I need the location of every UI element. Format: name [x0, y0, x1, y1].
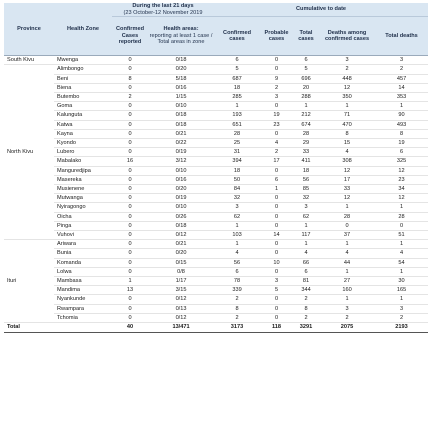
health-zone-cell: Lubero [54, 148, 112, 157]
confirmed-cases-cell: 6 [214, 267, 260, 276]
confirmed-cases-cell: 1 [214, 102, 260, 111]
total-row [4, 323, 428, 333]
probable-cases-cell: 0 [260, 212, 293, 221]
table-row [4, 83, 428, 92]
deaths-confirmed-cell: 8 [319, 129, 375, 138]
deaths-confirmed-cell: 2 [319, 65, 375, 74]
total-cases-cell: 32 [293, 194, 319, 203]
total-deaths-cell: 12 [375, 194, 428, 203]
deaths-confirmed-cell: 1 [319, 203, 375, 212]
confirmed-reported-cell: 0 [112, 166, 148, 175]
table-row [4, 194, 428, 203]
total-cases-cell: 28 [293, 129, 319, 138]
total-cases-cell: 18 [293, 166, 319, 175]
deaths-confirmed-cell: 15 [319, 139, 375, 148]
probable-cases-cell: 5 [260, 286, 293, 295]
health-areas-cell: 0/12 [148, 295, 214, 304]
health-zone-cell: Mambasa [54, 277, 112, 286]
total-deaths-cell: 4 [375, 249, 428, 258]
deaths-confirmed-cell: 160 [319, 286, 375, 295]
total-cases-cell: 20 [293, 83, 319, 92]
health-zone-cell: Kalunguta [54, 111, 112, 120]
table-row [4, 185, 428, 194]
total-deaths-cell: 493 [375, 120, 428, 129]
deaths-confirmed-cell: 2 [319, 313, 375, 322]
total-deaths-cell: 353 [375, 93, 428, 102]
total-cases-cell: 6 [293, 56, 319, 65]
total-cases-cell: 62 [293, 212, 319, 221]
probable-cases-cell: 0 [260, 295, 293, 304]
probable-cases-cell: 0 [260, 203, 293, 212]
deaths-confirmed-cell: 3 [319, 304, 375, 313]
deaths-confirmed-cell: 12 [319, 83, 375, 92]
total-deaths-cell: 3 [375, 56, 428, 65]
deaths-confirmed-cell: 1 [319, 102, 375, 111]
confirmed-reported-cell: 0 [112, 111, 148, 120]
deaths-confirmed-cell: 308 [319, 157, 375, 166]
header-confirmed-reported: Confirmed Cases reported [112, 17, 148, 56]
header-last-21-days-dates: (23 October-12 November 2019 [123, 9, 203, 16]
confirmed-reported-cell: 13 [112, 286, 148, 295]
deaths-confirmed-cell: 37 [319, 231, 375, 240]
confirmed-cases-cell: 687 [214, 74, 260, 83]
health-areas-cell: 0/16 [148, 175, 214, 184]
health-areas-cell: 0/26 [148, 212, 214, 221]
total-total-deaths-cell: 2193 [375, 323, 428, 333]
total-cases-cell: 1 [293, 102, 319, 111]
table-row [4, 203, 428, 212]
probable-cases-cell: 0 [260, 65, 293, 74]
confirmed-cases-cell: 6 [214, 56, 260, 65]
health-areas-cell: 0/18 [148, 56, 214, 65]
total-health-areas-cell: 13/471 [148, 323, 214, 333]
health-areas-cell: 0/15 [148, 258, 214, 267]
probable-cases-cell: 6 [260, 175, 293, 184]
health-zone-cell: Tchomia [54, 313, 112, 322]
table-row [4, 65, 428, 74]
confirmed-reported-cell: 0 [112, 102, 148, 111]
total-deaths-cell: 8 [375, 129, 428, 138]
confirmed-reported-cell: 0 [112, 221, 148, 230]
confirmed-cases-cell: 84 [214, 185, 260, 194]
health-areas-cell: 0/21 [148, 240, 214, 249]
health-areas-cell: 1/17 [148, 277, 214, 286]
confirmed-reported-cell: 0 [112, 258, 148, 267]
probable-cases-cell: 17 [260, 157, 293, 166]
deaths-confirmed-cell: 71 [319, 111, 375, 120]
probable-cases-cell: 9 [260, 74, 293, 83]
confirmed-reported-cell: 0 [112, 267, 148, 276]
health-zone-cell: Biena [54, 83, 112, 92]
confirmed-cases-cell: 56 [214, 258, 260, 267]
total-cases-cell: 696 [293, 74, 319, 83]
confirmed-reported-cell: 0 [112, 129, 148, 138]
probable-cases-cell: 1 [260, 185, 293, 194]
header-health-areas [148, 17, 214, 56]
confirmed-reported-cell: 8 [112, 74, 148, 83]
confirmed-cases-cell: 25 [214, 139, 260, 148]
total-total-cases-cell: 3291 [293, 323, 319, 333]
health-zone-cell: Kayna [54, 129, 112, 138]
table-row [4, 93, 428, 102]
table-row [4, 267, 428, 276]
total-cases-cell: 66 [293, 258, 319, 267]
health-areas-cell: 0/20 [148, 185, 214, 194]
total-cases-cell: 85 [293, 185, 319, 194]
deaths-confirmed-cell: 350 [319, 93, 375, 102]
table-header [4, 3, 428, 56]
table-row [4, 212, 428, 221]
health-zone-cell: Nyiragongo [54, 203, 112, 212]
total-deaths-confirmed-cell: 2075 [319, 323, 375, 333]
health-areas-cell: 0/8 [148, 267, 214, 276]
health-zone-cell: Butembo [54, 93, 112, 102]
health-zone-cell: Musienene [54, 185, 112, 194]
health-zone-cell: Pinga [54, 221, 112, 230]
health-areas-cell: 0/20 [148, 65, 214, 74]
health-zone-cell: Mutwanga [54, 194, 112, 203]
confirmed-cases-cell: 1 [214, 240, 260, 249]
total-cases-cell: 4 [293, 249, 319, 258]
table-row [4, 249, 428, 258]
total-cases-cell: 3 [293, 203, 319, 212]
table-row [4, 313, 428, 322]
total-cases-cell: 6 [293, 267, 319, 276]
health-zone-cell: Alimbongo [54, 65, 112, 74]
confirmed-reported-cell: 0 [112, 148, 148, 157]
probable-cases-cell: 0 [260, 166, 293, 175]
total-deaths-cell: 1 [375, 295, 428, 304]
table-row [4, 157, 428, 166]
total-confirmed-cases-cell: 3173 [214, 323, 260, 333]
confirmed-reported-cell: 0 [112, 185, 148, 194]
health-areas-cell: 0/10 [148, 203, 214, 212]
table-row [4, 295, 428, 304]
probable-cases-cell: 0 [260, 313, 293, 322]
confirmed-reported-cell: 0 [112, 203, 148, 212]
confirmed-reported-cell: 16 [112, 157, 148, 166]
health-zone-cell: Lolwa [54, 267, 112, 276]
confirmed-reported-cell: 0 [112, 304, 148, 313]
health-zone-cell: Mwenga [54, 56, 112, 65]
health-zone-cell: Nyankunde [54, 295, 112, 304]
total-deaths-cell: 1 [375, 240, 428, 249]
total-cases-cell: 5 [293, 65, 319, 74]
total-deaths-cell: 325 [375, 157, 428, 166]
deaths-confirmed-cell: 44 [319, 258, 375, 267]
confirmed-cases-cell: 32 [214, 194, 260, 203]
deaths-confirmed-cell: 27 [319, 277, 375, 286]
total-cases-cell: 288 [293, 93, 319, 102]
probable-cases-cell: 0 [260, 194, 293, 203]
total-deaths-cell: 0 [375, 221, 428, 230]
health-areas-cell: 0/20 [148, 249, 214, 258]
health-zone-cell: Mandima [54, 286, 112, 295]
probable-cases-cell: 0 [260, 249, 293, 258]
total-cases-cell: 2 [293, 295, 319, 304]
table-row [4, 148, 428, 157]
total-deaths-cell: 1 [375, 102, 428, 111]
total-cases-cell: 1 [293, 240, 319, 249]
health-areas-cell: 0/19 [148, 148, 214, 157]
deaths-confirmed-cell: 1 [319, 267, 375, 276]
deaths-confirmed-cell: 4 [319, 249, 375, 258]
header-total-deaths: Total deaths [375, 17, 428, 56]
health-areas-cell: 0/16 [148, 83, 214, 92]
confirmed-reported-cell: 0 [112, 194, 148, 203]
ebola-case-table [4, 3, 428, 333]
health-zone-cell: Kyondo [54, 139, 112, 148]
confirmed-reported-cell: 0 [112, 175, 148, 184]
confirmed-reported-cell: 0 [112, 249, 148, 258]
confirmed-reported-cell: 0 [112, 120, 148, 129]
confirmed-cases-cell: 2 [214, 295, 260, 304]
probable-cases-cell: 14 [260, 231, 293, 240]
probable-cases-cell: 19 [260, 111, 293, 120]
confirmed-reported-cell: 2 [112, 93, 148, 102]
probable-cases-cell: 0 [260, 240, 293, 249]
total-deaths-cell: 54 [375, 258, 428, 267]
total-cases-cell: 674 [293, 120, 319, 129]
total-deaths-cell: 1 [375, 203, 428, 212]
header-last-21-days [112, 3, 214, 17]
table-row [4, 139, 428, 148]
probable-cases-cell: 23 [260, 120, 293, 129]
province-cell: North Kivu [4, 65, 54, 240]
confirmed-cases-cell: 50 [214, 175, 260, 184]
confirmed-cases-cell: 78 [214, 277, 260, 286]
health-zone-cell: Masereka [54, 175, 112, 184]
probable-cases-cell: 0 [260, 221, 293, 230]
confirmed-cases-cell: 103 [214, 231, 260, 240]
total-deaths-cell: 51 [375, 231, 428, 240]
header-health-areas-sub: reporting at least 1 case / Total areas in zone [149, 32, 213, 46]
confirmed-reported-cell: 0 [112, 65, 148, 74]
health-areas-cell: 0/10 [148, 102, 214, 111]
deaths-confirmed-cell: 448 [319, 74, 375, 83]
confirmed-cases-cell: 193 [214, 111, 260, 120]
total-cases-cell: 1 [293, 221, 319, 230]
confirmed-reported-cell: 0 [112, 240, 148, 249]
table-row [4, 74, 428, 83]
total-deaths-cell: 34 [375, 185, 428, 194]
total-deaths-cell: 12 [375, 166, 428, 175]
table-row [4, 166, 428, 175]
total-cases-cell: 344 [293, 286, 319, 295]
confirmed-cases-cell: 62 [214, 212, 260, 221]
total-deaths-cell: 3 [375, 304, 428, 313]
table-row [4, 286, 428, 295]
total-deaths-cell: 90 [375, 111, 428, 120]
confirmed-cases-cell: 285 [214, 93, 260, 102]
header-total-cases: Total cases [293, 17, 319, 56]
table-row [4, 56, 428, 65]
header-health-zone: Health Zone [54, 3, 112, 56]
health-zone-cell: Rwampara [54, 304, 112, 313]
health-zone-cell: Vuhovi [54, 231, 112, 240]
probable-cases-cell: 10 [260, 258, 293, 267]
table-row [4, 120, 428, 129]
confirmed-reported-cell: 0 [112, 231, 148, 240]
table-row [4, 277, 428, 286]
table-row [4, 240, 428, 249]
confirmed-cases-cell: 28 [214, 129, 260, 138]
total-cases-cell: 56 [293, 175, 319, 184]
header-last-21-days-title: During the last 21 days [132, 3, 194, 9]
deaths-confirmed-cell: 0 [319, 221, 375, 230]
health-zone-cell: Komanda [54, 258, 112, 267]
health-areas-cell: 0/12 [148, 231, 214, 240]
probable-cases-cell: 0 [260, 267, 293, 276]
deaths-confirmed-cell: 3 [319, 56, 375, 65]
probable-cases-cell: 3 [260, 93, 293, 102]
confirmed-reported-cell: 0 [112, 212, 148, 221]
health-areas-cell: 0/19 [148, 194, 214, 203]
confirmed-reported-cell: 0 [112, 313, 148, 322]
probable-cases-cell: 0 [260, 129, 293, 138]
province-cell: Ituri [4, 240, 54, 323]
table-body [4, 56, 428, 333]
confirmed-reported-cell: 0 [112, 139, 148, 148]
confirmed-reported-cell: 0 [112, 56, 148, 65]
health-areas-cell: 1/15 [148, 93, 214, 102]
total-probable-cases-cell: 118 [260, 323, 293, 333]
confirmed-cases-cell: 8 [214, 304, 260, 313]
health-areas-cell: 3/12 [148, 157, 214, 166]
total-cases-cell: 81 [293, 277, 319, 286]
probable-cases-cell: 0 [260, 102, 293, 111]
total-cases-cell: 2 [293, 313, 319, 322]
header-deaths-confirmed: Deaths among confirmed cases [319, 17, 375, 56]
table-row [4, 221, 428, 230]
deaths-confirmed-cell: 33 [319, 185, 375, 194]
total-cases-cell: 33 [293, 148, 319, 157]
health-areas-cell: 0/18 [148, 120, 214, 129]
confirmed-cases-cell: 3 [214, 203, 260, 212]
total-deaths-cell: 2 [375, 65, 428, 74]
total-cases-cell: 411 [293, 157, 319, 166]
probable-cases-cell: 0 [260, 56, 293, 65]
ebola-case-table-container [4, 3, 428, 333]
total-cases-cell: 8 [293, 304, 319, 313]
total-label: Total [4, 323, 112, 333]
deaths-confirmed-cell: 1 [319, 295, 375, 304]
table-row [4, 231, 428, 240]
confirmed-cases-cell: 1 [214, 221, 260, 230]
total-cases-cell: 29 [293, 139, 319, 148]
total-deaths-cell: 2 [375, 313, 428, 322]
total-deaths-cell: 23 [375, 175, 428, 184]
health-areas-cell: 0/18 [148, 111, 214, 120]
health-areas-cell: 0/13 [148, 304, 214, 313]
health-zone-cell: Mabalako [54, 157, 112, 166]
table-row [4, 111, 428, 120]
table-row [4, 175, 428, 184]
total-confirmed-reported-cell: 40 [112, 323, 148, 333]
deaths-confirmed-cell: 17 [319, 175, 375, 184]
health-zone-cell: Bunia [54, 249, 112, 258]
table-row [4, 129, 428, 138]
total-deaths-cell: 1 [375, 267, 428, 276]
header-cumulative: Cumulative to date [214, 3, 428, 17]
header-health-areas-title: Health areas: [163, 26, 199, 33]
health-areas-cell: 0/12 [148, 313, 214, 322]
probable-cases-cell: 3 [260, 277, 293, 286]
deaths-confirmed-cell: 1 [319, 240, 375, 249]
health-zone-cell: Katwa [54, 120, 112, 129]
confirmed-cases-cell: 339 [214, 286, 260, 295]
confirmed-reported-cell: 0 [112, 295, 148, 304]
header-probable-cases: Probable cases [260, 17, 293, 56]
total-cases-cell: 117 [293, 231, 319, 240]
health-areas-cell: 0/22 [148, 139, 214, 148]
confirmed-cases-cell: 18 [214, 83, 260, 92]
table-row [4, 258, 428, 267]
probable-cases-cell: 2 [260, 83, 293, 92]
total-deaths-cell: 14 [375, 83, 428, 92]
confirmed-cases-cell: 18 [214, 166, 260, 175]
probable-cases-cell: 2 [260, 148, 293, 157]
header-province: Province [4, 3, 54, 56]
confirmed-cases-cell: 2 [214, 313, 260, 322]
health-zone-cell: Ariwara [54, 240, 112, 249]
health-areas-cell: 0/10 [148, 166, 214, 175]
table-row [4, 304, 428, 313]
province-cell: South Kivu [4, 56, 54, 65]
total-deaths-cell: 28 [375, 212, 428, 221]
deaths-confirmed-cell: 28 [319, 212, 375, 221]
health-areas-cell: 0/18 [148, 221, 214, 230]
health-zone-cell: Oicha [54, 212, 112, 221]
header-confirmed-cases: Confirmed cases [214, 17, 260, 56]
confirmed-reported-cell: 0 [112, 83, 148, 92]
health-zone-cell: Goma [54, 102, 112, 111]
total-deaths-cell: 30 [375, 277, 428, 286]
total-deaths-cell: 457 [375, 74, 428, 83]
health-zone-cell: Beni [54, 74, 112, 83]
health-areas-cell: 0/21 [148, 129, 214, 138]
deaths-confirmed-cell: 12 [319, 194, 375, 203]
health-areas-cell: 5/18 [148, 74, 214, 83]
deaths-confirmed-cell: 4 [319, 148, 375, 157]
probable-cases-cell: 0 [260, 304, 293, 313]
confirmed-reported-cell: 1 [112, 277, 148, 286]
confirmed-cases-cell: 4 [214, 249, 260, 258]
total-deaths-cell: 165 [375, 286, 428, 295]
confirmed-cases-cell: 5 [214, 65, 260, 74]
confirmed-cases-cell: 394 [214, 157, 260, 166]
confirmed-cases-cell: 31 [214, 148, 260, 157]
total-deaths-cell: 19 [375, 139, 428, 148]
deaths-confirmed-cell: 470 [319, 120, 375, 129]
deaths-confirmed-cell: 12 [319, 166, 375, 175]
confirmed-cases-cell: 651 [214, 120, 260, 129]
total-cases-cell: 212 [293, 111, 319, 120]
health-zone-cell: Manguredjipa [54, 166, 112, 175]
total-deaths-cell: 6 [375, 148, 428, 157]
probable-cases-cell: 4 [260, 139, 293, 148]
health-areas-cell: 3/15 [148, 286, 214, 295]
table-row [4, 102, 428, 111]
